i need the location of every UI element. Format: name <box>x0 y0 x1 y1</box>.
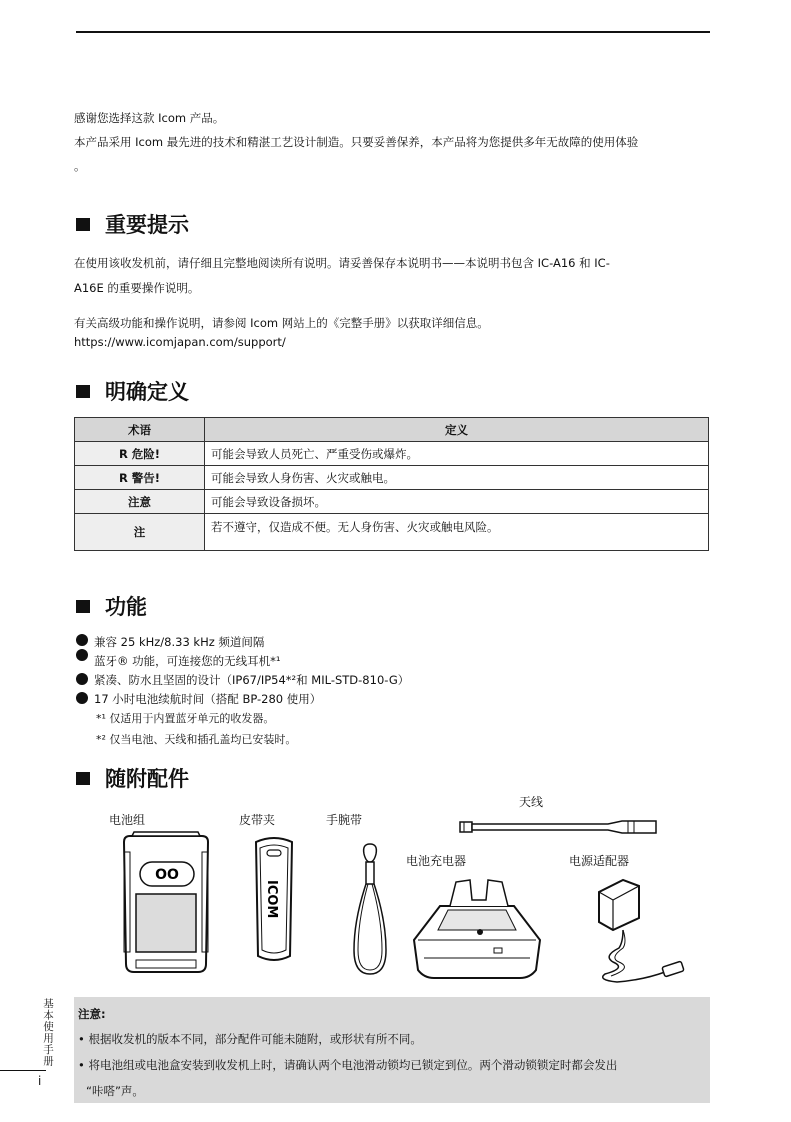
section-title-definitions: 明确定义 <box>76 379 189 405</box>
square-bullet-icon <box>76 600 90 613</box>
important-p1-line2: A16E 的重要操作说明。 <box>74 281 200 295</box>
battery-charger-icon <box>410 870 544 982</box>
important-p2-line1: 有关高级功能和操作说明，请参阅 Icom 网站上的《完整手册》以获取详细信息。 <box>74 316 489 330</box>
belt-clip-icon <box>246 836 302 966</box>
definition-cell: 可能会导致设备损坏。 <box>205 490 709 514</box>
notes-box <box>74 997 710 1103</box>
bullet-icon <box>76 634 88 646</box>
sidebar-rule <box>0 1070 46 1071</box>
section-title-features: 功能 <box>76 594 147 620</box>
label-antenna: 天线 <box>519 795 544 809</box>
page-number: i <box>38 1074 42 1088</box>
intro-line-3: 。 <box>74 159 86 173</box>
feature-item: 17 小时电池续航时间（搭配 BP-280 使用） <box>94 692 322 706</box>
antenna-icon <box>458 816 660 838</box>
term-cell: 注 <box>75 514 205 551</box>
bullet-icon <box>76 692 88 704</box>
definition-cell: 可能会导致人员死亡、严重受伤或爆炸。 <box>205 442 709 466</box>
table-row <box>75 442 709 466</box>
section-title-important: 重要提示 <box>76 212 189 238</box>
battery-pack-icon <box>118 828 214 976</box>
feature-item: 蓝牙® 功能，可连接您的无线耳机*¹ <box>94 654 281 668</box>
label-wrist-strap: 手腕带 <box>326 813 363 827</box>
definitions-table <box>74 417 709 551</box>
note-item: “咔嗒”声。 <box>86 1084 144 1098</box>
square-bullet-icon <box>76 385 90 398</box>
intro-line-2: 本产品采用 Icom 最先进的技术和精湛工艺设计制造。只要妥善保养，本产品将为您提供多年无故障的使用体验 <box>74 135 639 149</box>
footnote: *² 仅当电池、天线和插孔盖均已安装时。 <box>96 733 297 746</box>
definition-cell: 若不遵守，仅造成不便。无人身伤害、火灾或触电风险。 <box>205 514 709 551</box>
square-bullet-icon <box>76 772 90 785</box>
important-p1-line1: 在使用该收发机前，请仔细且完整地阅读所有说明。请妥善保存本说明书——本说明书包含 IC-A16 和 IC- <box>74 256 610 270</box>
power-adapter-icon <box>593 876 689 988</box>
note-item: • 根据收发机的版本不同，部分配件可能未随附，或形状有所不同。 <box>78 1032 422 1046</box>
battery-logo: OO <box>155 867 179 883</box>
term-cell: 注意 <box>75 490 205 514</box>
label-charger: 电池充电器 <box>406 854 467 868</box>
notes-title: 注意: <box>78 1007 106 1021</box>
label-belt-clip: 皮带夹 <box>239 813 276 827</box>
top-rule <box>76 31 710 33</box>
column-header-term: 术语 <box>75 418 205 442</box>
feature-item: 兼容 25 kHz/8.33 kHz 频道间隔 <box>94 635 265 649</box>
term-cell: R 危险! <box>75 442 205 466</box>
table-row <box>75 514 709 551</box>
footnote: *¹ 仅适用于内置蓝牙单元的收发器。 <box>96 712 275 725</box>
note-item: • 将电池组或电池盒安装到收发机上时，请确认两个电池滑动锁均已锁定到位。两个滑动锁锁定时都会发出 <box>78 1058 618 1072</box>
belt-clip-logo: ICOM <box>264 880 279 919</box>
wrist-strap-icon <box>348 840 392 978</box>
square-bullet-icon <box>76 218 90 231</box>
bullet-icon <box>76 649 88 661</box>
table-row <box>75 490 709 514</box>
support-link[interactable]: https://www.icomjapan.com/support/ <box>74 335 286 349</box>
table-row <box>75 466 709 490</box>
section-title-accessories: 随附配件 <box>76 766 189 792</box>
sidebar-label: 基本使用手册 <box>42 998 54 1067</box>
label-power-adapter: 电源适配器 <box>569 854 630 868</box>
intro-line-1: 感谢您选择这款 Icom 产品。 <box>74 111 225 125</box>
definition-cell: 可能会导致人身伤害、火灾或触电。 <box>205 466 709 490</box>
label-battery-pack: 电池组 <box>109 813 146 827</box>
feature-item: 紧凑、防水且坚固的设计（IP67/IP54*²和 MIL-STD-810-G） <box>94 673 410 687</box>
table-header-row <box>75 418 709 442</box>
term-cell: R 警告! <box>75 466 205 490</box>
column-header-definition: 定义 <box>205 418 709 442</box>
bullet-icon <box>76 673 88 685</box>
